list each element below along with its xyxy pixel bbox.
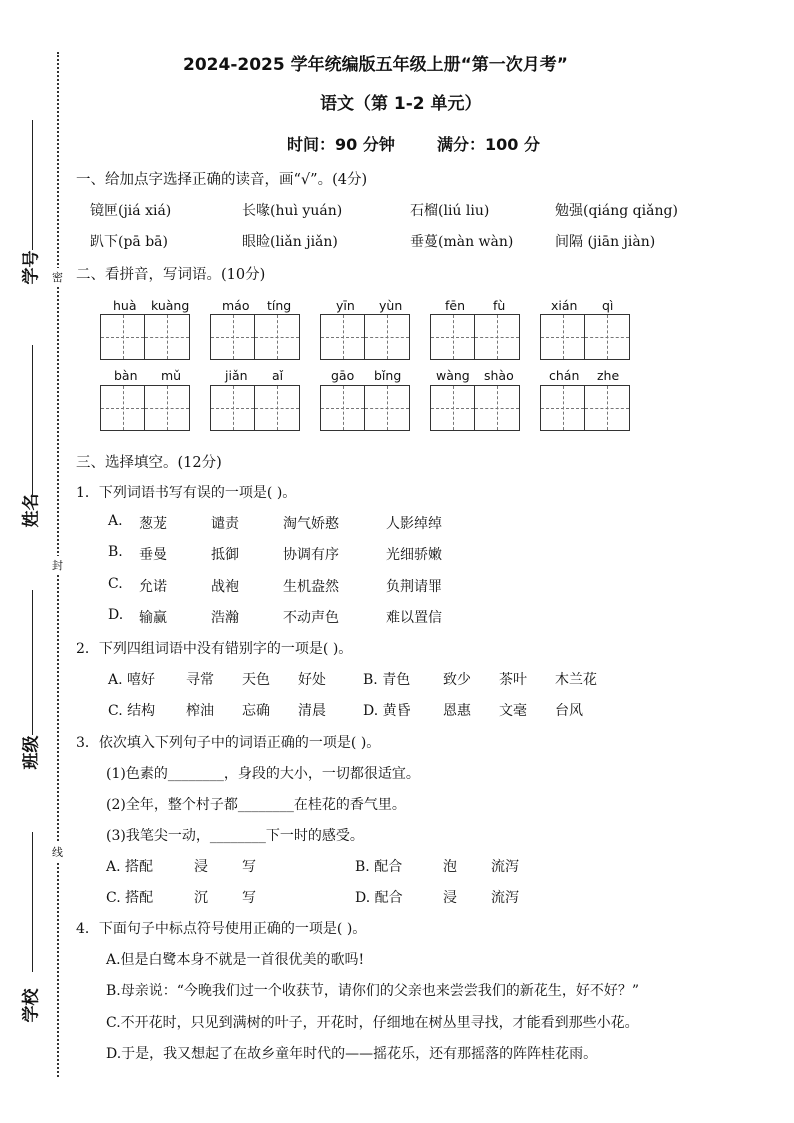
- school-blank[interactable]: [32, 832, 33, 972]
- option-word[interactable]: B. 青色: [363, 672, 411, 688]
- pinyin: qì: [602, 298, 614, 313]
- option-word: 清晨: [298, 703, 326, 719]
- option-word: 恩惠: [443, 703, 471, 719]
- option-word: 浩瀚: [211, 610, 239, 626]
- pinyin: chán: [549, 368, 580, 383]
- pinyin: gāo: [331, 368, 355, 383]
- option-word: 榨油: [186, 703, 214, 719]
- exam-title: 2024-2025 学年统编版五年级上册“第一次月考”: [183, 55, 568, 75]
- option-word: 致少: [443, 672, 471, 688]
- q1-item[interactable]: 趴下(pā bā): [90, 234, 168, 250]
- writing-grid[interactable]: [430, 314, 520, 360]
- option-word: 允诺: [139, 579, 167, 595]
- class-label: 班级: [21, 735, 42, 770]
- school-label: 学校: [21, 988, 42, 1023]
- option-word: 不动声色: [283, 610, 339, 626]
- pinyin: bǐng: [374, 368, 402, 383]
- q1-item[interactable]: 垂蔓(màn wàn): [410, 234, 514, 250]
- option-word[interactable]: D. 黄昏: [363, 703, 411, 719]
- q1-heading: 一、给加点字选择正确的读音，画“√”。(4分): [76, 172, 368, 188]
- option-word: 茶叶: [499, 672, 527, 688]
- pinyin: aǐ: [272, 368, 284, 383]
- option-word: 光细骄嫩: [386, 547, 442, 563]
- option-word[interactable]: A. 嘻好: [108, 672, 156, 688]
- option-word[interactable]: A. 搭配: [106, 859, 154, 875]
- option-sentence[interactable]: A.但是白鹭本身不就是一首很优美的歌吗!: [106, 952, 365, 968]
- q1-item[interactable]: 勉强(qiáng qiǎng): [555, 203, 678, 219]
- writing-grid[interactable]: [100, 314, 190, 360]
- option-word: 好处: [298, 672, 326, 688]
- pinyin: yīn: [336, 298, 355, 313]
- pinyin: zhe: [597, 368, 620, 383]
- option-word: 输赢: [139, 610, 167, 626]
- pinyin: wàng: [436, 368, 470, 383]
- option-word: 协调有序: [283, 547, 339, 563]
- option-letter[interactable]: A.: [108, 513, 123, 529]
- option-word: 泡: [443, 859, 457, 875]
- option-word: 寻常: [186, 672, 214, 688]
- q3-4-stem: 4．下面句子中标点符号使用正确的一项是( )。: [76, 921, 367, 937]
- writing-grid[interactable]: [210, 385, 300, 431]
- option-letter[interactable]: B.: [108, 544, 123, 560]
- option-sentence[interactable]: C.不开花时，只见到满树的叶子，开花时，仔细地在树丛里寻找，才能看到那些小花。: [106, 1015, 639, 1031]
- pinyin: huà: [113, 298, 137, 313]
- option-word: 文毫: [499, 703, 527, 719]
- option-letter[interactable]: C.: [108, 576, 123, 592]
- pinyin: jiǎn: [225, 368, 248, 383]
- option-word: 写: [242, 890, 256, 906]
- option-word: 垂曼: [139, 547, 167, 563]
- option-word: 写: [242, 859, 256, 875]
- pinyin: fēn: [445, 298, 466, 313]
- option-word: 浸: [194, 859, 208, 875]
- option-sentence[interactable]: D.于是，我又想起了在故乡童年时代的——摇花乐，还有那摇落的阵阵桂花雨。: [106, 1046, 598, 1062]
- name-blank[interactable]: [32, 345, 33, 495]
- q3-heading: 三、选择填空。(12分): [76, 455, 222, 471]
- writing-grid[interactable]: [100, 385, 190, 431]
- pinyin: fù: [493, 298, 506, 313]
- option-word: 流泻: [491, 890, 519, 906]
- q1-item[interactable]: 间隔 (jiān jiàn): [555, 234, 656, 250]
- option-word: 忘确: [242, 703, 270, 719]
- writing-grid[interactable]: [540, 385, 630, 431]
- option-word: 人影绰绰: [386, 516, 442, 532]
- pinyin: xián: [551, 298, 578, 313]
- seal-char-mi: 密: [52, 268, 63, 286]
- name-label: 姓名: [21, 493, 42, 528]
- student-id-label: 学号: [21, 250, 42, 285]
- option-word: 台风: [555, 703, 583, 719]
- option-word: 沉: [194, 890, 208, 906]
- option-word: 战袍: [211, 579, 239, 595]
- time-label: 时间：90 分钟: [287, 135, 395, 154]
- seal-char-feng: 封: [52, 556, 63, 574]
- option-word: 谴责: [211, 516, 239, 532]
- option-word[interactable]: D. 配合: [355, 890, 403, 906]
- writing-grid[interactable]: [430, 385, 520, 431]
- option-word: 浸: [443, 890, 457, 906]
- q3-3-stem: 3．依次填入下列句子中的词语正确的一项是( )。: [76, 735, 381, 751]
- pinyin: shào: [484, 368, 514, 383]
- class-blank[interactable]: [32, 590, 33, 735]
- option-word: 生机盎然: [283, 579, 339, 595]
- fill-sentence: (3)我笔尖一动，________下一时的感受。: [106, 828, 364, 844]
- q3-1-stem: 1．下列词语书写有误的一项是( )。: [76, 485, 297, 501]
- option-word: 抵御: [211, 547, 239, 563]
- q3-2-stem: 2．下列四组词语中没有错别字的一项是( )。: [76, 641, 353, 657]
- pinyin: kuàng: [151, 298, 190, 313]
- option-word[interactable]: B. 配合: [355, 859, 403, 875]
- exam-subtitle: 语文（第 1-2 单元）: [320, 94, 482, 114]
- option-word: 淘气娇憨: [283, 516, 339, 532]
- pinyin: mǔ: [161, 368, 182, 383]
- score-label: 满分：100 分: [437, 135, 540, 154]
- q1-item[interactable]: 镜匣(jiá xiá): [90, 203, 172, 219]
- option-word: 木兰花: [555, 672, 597, 688]
- writing-grid[interactable]: [320, 314, 410, 360]
- q1-item[interactable]: 眼睑(liǎn jiǎn): [242, 234, 338, 250]
- q1-item[interactable]: 长喙(huì yuán): [242, 203, 343, 219]
- student-id-blank[interactable]: [32, 120, 33, 250]
- option-word: 天色: [242, 672, 270, 688]
- seal-char-xian: 线: [52, 843, 63, 861]
- writing-grid[interactable]: [210, 314, 300, 360]
- pinyin: yùn: [379, 298, 403, 313]
- writing-grid[interactable]: [320, 385, 410, 431]
- pinyin: bàn: [114, 368, 138, 383]
- fill-sentence: (2)全年，整个村子都________在桂花的香气里。: [106, 797, 406, 813]
- pinyin: máo: [222, 298, 250, 313]
- writing-grid[interactable]: [540, 314, 630, 360]
- option-word: 流泻: [491, 859, 519, 875]
- pinyin: tíng: [267, 298, 292, 313]
- option-word: 葱茏: [139, 516, 167, 532]
- option-word[interactable]: C. 搭配: [106, 890, 154, 906]
- option-word: 负荆请罪: [386, 579, 442, 595]
- option-word: 难以置信: [386, 610, 442, 626]
- option-letter[interactable]: D.: [108, 607, 124, 623]
- fill-sentence: (1)色素的________，身段的大小，一切都很适宜。: [106, 766, 420, 782]
- q2-heading: 二、看拼音，写词语。(10分): [76, 267, 266, 283]
- option-word[interactable]: C. 结构: [108, 703, 156, 719]
- option-sentence[interactable]: B.母亲说：“今晚我们过一个收获节，请你们的父亲也来尝尝我们的新花生，好不好？”: [106, 983, 640, 999]
- q1-item[interactable]: 石榴(liú liu): [410, 203, 490, 219]
